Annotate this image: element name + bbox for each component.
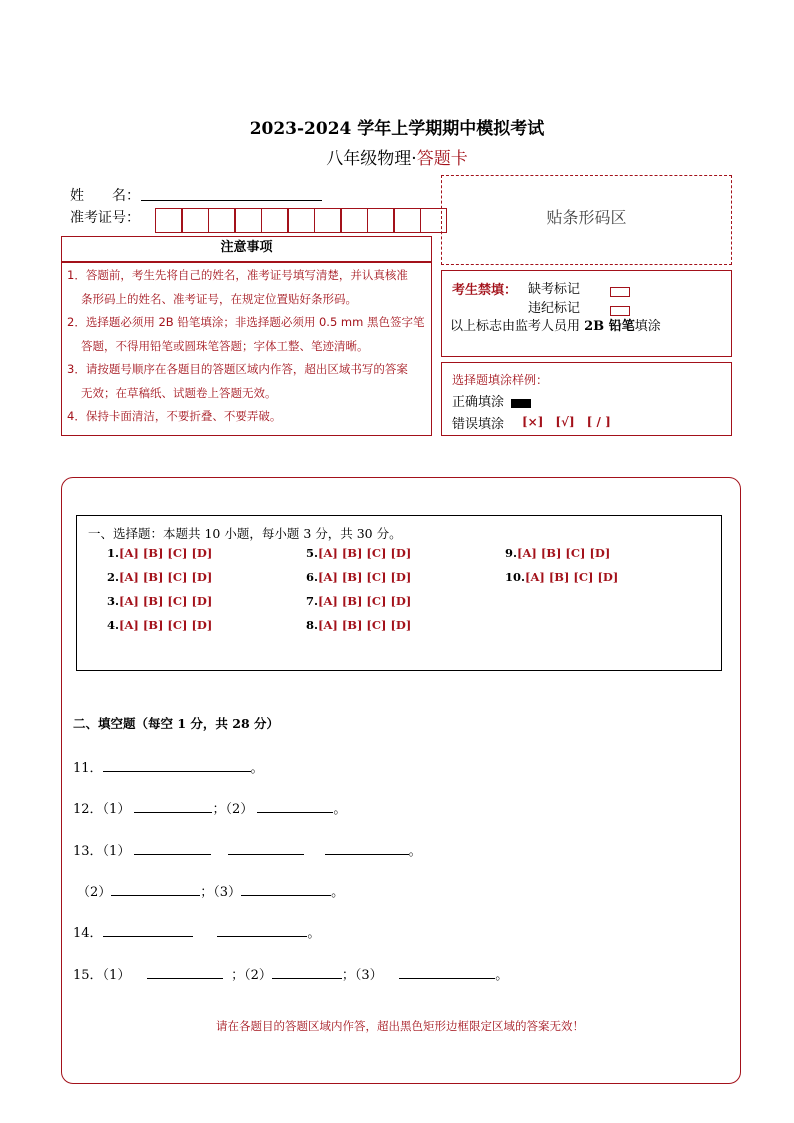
id-digit-box[interactable] bbox=[367, 208, 394, 233]
mc-title: 一、选择题：本题共 10 小题，每小题 3 分，共 30 分。 bbox=[88, 526, 402, 541]
forbidden-box bbox=[441, 270, 732, 357]
mc-options: [A] [B] [C] [D] bbox=[318, 546, 412, 560]
notice-heading: 注意事项 bbox=[220, 240, 273, 255]
absent-mark[interactable] bbox=[610, 281, 630, 300]
q12-blank-1[interactable] bbox=[134, 800, 212, 813]
mc-options: [A] [B] [C] [D] bbox=[517, 546, 611, 560]
id-digit-box[interactable] bbox=[182, 208, 209, 233]
q11-blank[interactable] bbox=[103, 759, 251, 772]
correct-mark bbox=[511, 393, 531, 412]
q15-blank-1[interactable] bbox=[147, 966, 223, 979]
notice-item-1-cont: 条形码上的姓名、准考证号，在规定位置贴好条形码。 bbox=[81, 291, 357, 306]
q13-blank-1[interactable] bbox=[134, 842, 211, 855]
q13-blank-2[interactable] bbox=[228, 842, 304, 855]
sample-title: 选择题填涂样例： bbox=[452, 373, 549, 387]
mc-question-1[interactable]: 1.[A] [B] [C] [D] bbox=[107, 546, 213, 560]
id-digit-box[interactable] bbox=[261, 208, 288, 233]
subject-label: 八年级物理· bbox=[326, 149, 417, 169]
notice-item-1: 1．答题前，考生先将自己的姓名，准考证号填写清楚，并认真核准 bbox=[67, 268, 408, 282]
wrong-marks: [×] [√] [ / ] bbox=[522, 415, 611, 429]
violation-label: 违纪标记 bbox=[528, 301, 581, 316]
answer-card-label: 答题卡 bbox=[416, 149, 468, 169]
mc-options: [A] [B] [C] [D] bbox=[525, 570, 619, 584]
id-digit-box[interactable] bbox=[341, 208, 368, 233]
name-field[interactable] bbox=[141, 200, 322, 201]
notice-item-2-cont: 答题，不得用铅笔或圆珠笔答题；字体工整、笔迹清晰。 bbox=[81, 338, 369, 353]
name-label: 姓 名： bbox=[70, 188, 140, 204]
wrong-label: 错误填涂 bbox=[452, 417, 505, 432]
id-digit-box[interactable] bbox=[394, 208, 421, 233]
notice-item-4: 4．保持卡面清洁，不要折叠、不要弄破。 bbox=[67, 409, 282, 423]
q11-line: 11． 。 bbox=[73, 761, 264, 776]
q15-blank-3[interactable] bbox=[399, 966, 495, 979]
mc-question-6[interactable]: 6.[A] [B] [C] [D] bbox=[306, 570, 412, 584]
q13-line-2: （2） ；（3） 。 bbox=[77, 885, 345, 900]
q13-line: 13．（1） 。 bbox=[73, 844, 422, 859]
mc-question-10[interactable]: 10.[A] [B] [C] [D] bbox=[505, 570, 619, 584]
card-subtitle bbox=[0, 144, 794, 169]
forbidden-title: 考生禁填： bbox=[452, 283, 518, 298]
mc-options: [A] [B] [C] [D] bbox=[119, 570, 213, 584]
id-digit-box[interactable] bbox=[235, 208, 262, 233]
footer-warning: 请在各题目的答题区域内作答，超出黑色矩形边框限定区域的答案无效！ bbox=[216, 1019, 584, 1033]
forbidden-note: 以上标志由监考人员用 2B 铅笔填涂 bbox=[450, 319, 661, 334]
mc-question-8[interactable]: 8.[A] [B] [C] [D] bbox=[306, 618, 412, 632]
q12-blank-2[interactable] bbox=[257, 800, 333, 813]
sample-box bbox=[441, 362, 732, 436]
mc-question-7[interactable]: 7.[A] [B] [C] [D] bbox=[306, 594, 412, 608]
absent-label: 缺考标记 bbox=[528, 282, 581, 297]
mc-options: [A] [B] [C] [D] bbox=[318, 618, 412, 632]
id-label: 准考证号： bbox=[70, 210, 140, 226]
mc-question-2[interactable]: 2.[A] [B] [C] [D] bbox=[107, 570, 213, 584]
correct-label: 正确填涂 bbox=[452, 395, 505, 410]
q14-line: 14． 。 bbox=[73, 926, 321, 941]
notice-item-2: 2．选择题必须用 2B 铅笔填涂；非选择题必须用 0.5 mm 黑色签字笔 bbox=[67, 315, 425, 329]
q14-blank-1[interactable] bbox=[103, 924, 193, 937]
mc-question-9[interactable]: 9.[A] [B] [C] [D] bbox=[505, 546, 611, 560]
q14-blank-2[interactable] bbox=[217, 924, 307, 937]
q15-line: 15．（1） ；（2） ；（3） 。 bbox=[73, 968, 509, 983]
q15-blank-2[interactable] bbox=[272, 966, 342, 979]
mc-options: [A] [B] [C] [D] bbox=[119, 546, 213, 560]
notice-box bbox=[61, 262, 432, 436]
mc-options: [A] [B] [C] [D] bbox=[119, 618, 213, 632]
notice-item-3: 3．请按题号顺序在各题目的答题区域内作答，超出区域书写的答案 bbox=[67, 362, 408, 376]
barcode-area: 贴条形码区 bbox=[441, 175, 732, 265]
notice-header bbox=[61, 236, 432, 262]
mc-question-3[interactable]: 3.[A] [B] [C] [D] bbox=[107, 594, 213, 608]
mc-question-4[interactable]: 4.[A] [B] [C] [D] bbox=[107, 618, 213, 632]
q13-blank-4[interactable] bbox=[111, 883, 200, 896]
mc-options: [A] [B] [C] [D] bbox=[318, 594, 412, 608]
mc-question-5[interactable]: 5.[A] [B] [C] [D] bbox=[306, 546, 412, 560]
mc-options: [A] [B] [C] [D] bbox=[318, 570, 412, 584]
id-digit-box[interactable] bbox=[314, 208, 341, 233]
mc-section bbox=[76, 515, 722, 671]
mc-options: [A] [B] [C] [D] bbox=[119, 594, 213, 608]
fill-section-title: 二、填空题（每空 1 分，共 28 分） bbox=[73, 716, 280, 731]
notice-item-3-cont: 无效；在草稿纸、试题卷上答题无效。 bbox=[81, 385, 277, 400]
q13-blank-5[interactable] bbox=[241, 883, 331, 896]
id-digit-box[interactable] bbox=[208, 208, 235, 233]
exam-title: 2023-2024 学年上学期期中模拟考试 bbox=[249, 119, 545, 139]
id-digit-box[interactable] bbox=[155, 208, 182, 233]
q12-line: 12．（1） ；（2） 。 bbox=[73, 802, 347, 817]
id-digit-box[interactable] bbox=[288, 208, 315, 233]
q13-blank-3[interactable] bbox=[325, 842, 409, 855]
